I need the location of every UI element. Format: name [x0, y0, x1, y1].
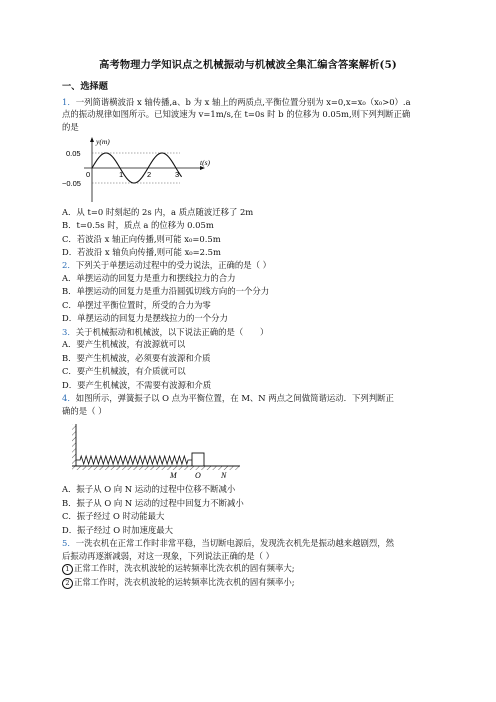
circled-number: 2: [62, 578, 73, 589]
option-b[interactable]: B．振子从 O 向 N 运动的过程中回复力不断减小: [62, 497, 244, 508]
point-m-label: M: [170, 471, 177, 481]
floor-hatch: [72, 466, 240, 470]
question-stem: 下列关于单摆运动过程中的受力说法，正确的是（ ）: [75, 260, 272, 271]
statement-text: 正常工作时，洗衣机波轮的运转频率比洗衣机的固有频率小;: [74, 576, 295, 587]
statement-text: 正常工作时，洗衣机波轮的运转频率比洗衣机的固有频率大;: [74, 563, 295, 574]
question-5: [62, 537, 438, 562]
q4-options: [62, 483, 438, 537]
option-a[interactable]: A．从 t=0 时刻起的 2s 内，a 质点随波迁移了 2m: [62, 206, 254, 217]
question-stem: 一列简谐横波沿 x 轴传播,a、b 为 x 轴上的两质点,平衡位置分别为 x=0,x=x₀（x₀>0）.a: [75, 96, 411, 107]
page-title: 高考物理力学知识点之机械振动与机械波全集汇编含答案解析(5): [99, 59, 397, 71]
spring: [76, 456, 192, 464]
question-stem: 的是: [62, 122, 79, 133]
question-2: [62, 259, 438, 272]
question-1: [62, 96, 438, 134]
question-stem: 关于机械振动和机械波，以下说法正确的是（ ）: [75, 326, 269, 337]
question-number: 5．: [62, 538, 76, 549]
x-tick-label: 1: [119, 169, 124, 179]
content: [62, 80, 438, 589]
option-c[interactable]: C．振子经过 O 时动能最大: [62, 511, 165, 522]
question-4: [62, 392, 438, 417]
q1-options: [62, 206, 438, 260]
statement-item: [62, 562, 438, 575]
question-number: 3．: [62, 326, 76, 337]
option-a[interactable]: A．单摆运动的回复力是重力和摆线拉力的合力: [62, 272, 236, 283]
option-c[interactable]: C．单摆过平衡位置时，所受的合力为零: [62, 299, 211, 310]
oscillation-graph: [62, 134, 222, 206]
option-b[interactable]: B．要产生机械波，必须要有波源和介质: [62, 352, 211, 363]
option-c[interactable]: C．要产生机械波，有介质就可以: [62, 366, 186, 377]
option-d[interactable]: D．若波沿 x 轴负向传播,则可能 x₀=2.5m: [62, 246, 221, 257]
section-heading: 一、选择题: [62, 81, 108, 92]
question-stem: 点的振动规律如图所示。已知波速为 v=1m/s,在 t=0s 时 b 的位移为 0.05m,则下列判断正确: [62, 109, 411, 120]
question-stem: 确的是（ ）: [62, 405, 107, 416]
option-a[interactable]: A．要产生机械波，有波源就可以: [62, 339, 186, 350]
y-tick-label: −0.05: [62, 178, 81, 188]
q3-options: [62, 338, 438, 392]
q5-statements: [62, 562, 438, 589]
option-b[interactable]: B．t=0.5s 时，质点 a 的位移为 0.05m: [62, 220, 214, 231]
y-axis-label: y(m): [96, 136, 110, 146]
x-tick-label: 2: [147, 169, 152, 179]
option-c[interactable]: C．若波沿 x 轴正向传播,则可能 x₀=0.5m: [62, 233, 221, 244]
option-d[interactable]: D．要产生机械波，不需要有波源和介质: [62, 379, 212, 390]
y-tick-label: 0.05: [66, 148, 81, 158]
statement-item: [62, 576, 438, 589]
spring-oscillator-figure: [70, 420, 260, 480]
point-n-label: N: [221, 471, 227, 481]
question-stem: 一洗衣机在正常工作时非常平稳，当切断电源后，发现洗衣机先是振动越来越剧烈，然: [75, 538, 394, 549]
question-3: [62, 326, 438, 339]
circled-number: 1: [62, 564, 73, 575]
option-d[interactable]: D．振子经过 O 时加速度最大: [62, 524, 174, 535]
question-number: 1．: [62, 96, 76, 107]
x-axis-label: t(s): [200, 157, 210, 167]
wall: [72, 424, 76, 466]
question-number: 4．: [62, 393, 76, 404]
x-tick-label: 3: [175, 169, 180, 179]
option-d[interactable]: D．单摆运动的回复力是摆线拉力的一个分力: [62, 313, 228, 324]
origin-label: 0: [86, 169, 91, 179]
option-b[interactable]: B．单摆运动的回复力是重力沿圆弧切线方向的一个分力: [62, 286, 270, 297]
q2-options: [62, 272, 438, 326]
question-number: 2．: [62, 260, 76, 271]
question-stem: 后振动再逐渐减弱，对这一现象，下列说法正确的是（ ）: [62, 550, 275, 561]
option-a[interactable]: A．振子从 O 向 N 运动的过程中位移不断减小: [62, 484, 236, 495]
question-stem: 如图所示，弹簧振子以 O 点为平衡位置，在 M、N 两点之间做简谐运动．下列判断正: [75, 393, 394, 404]
block: [192, 453, 204, 466]
y-axis-arrow: [90, 137, 94, 142]
point-o-label: O: [195, 471, 201, 481]
